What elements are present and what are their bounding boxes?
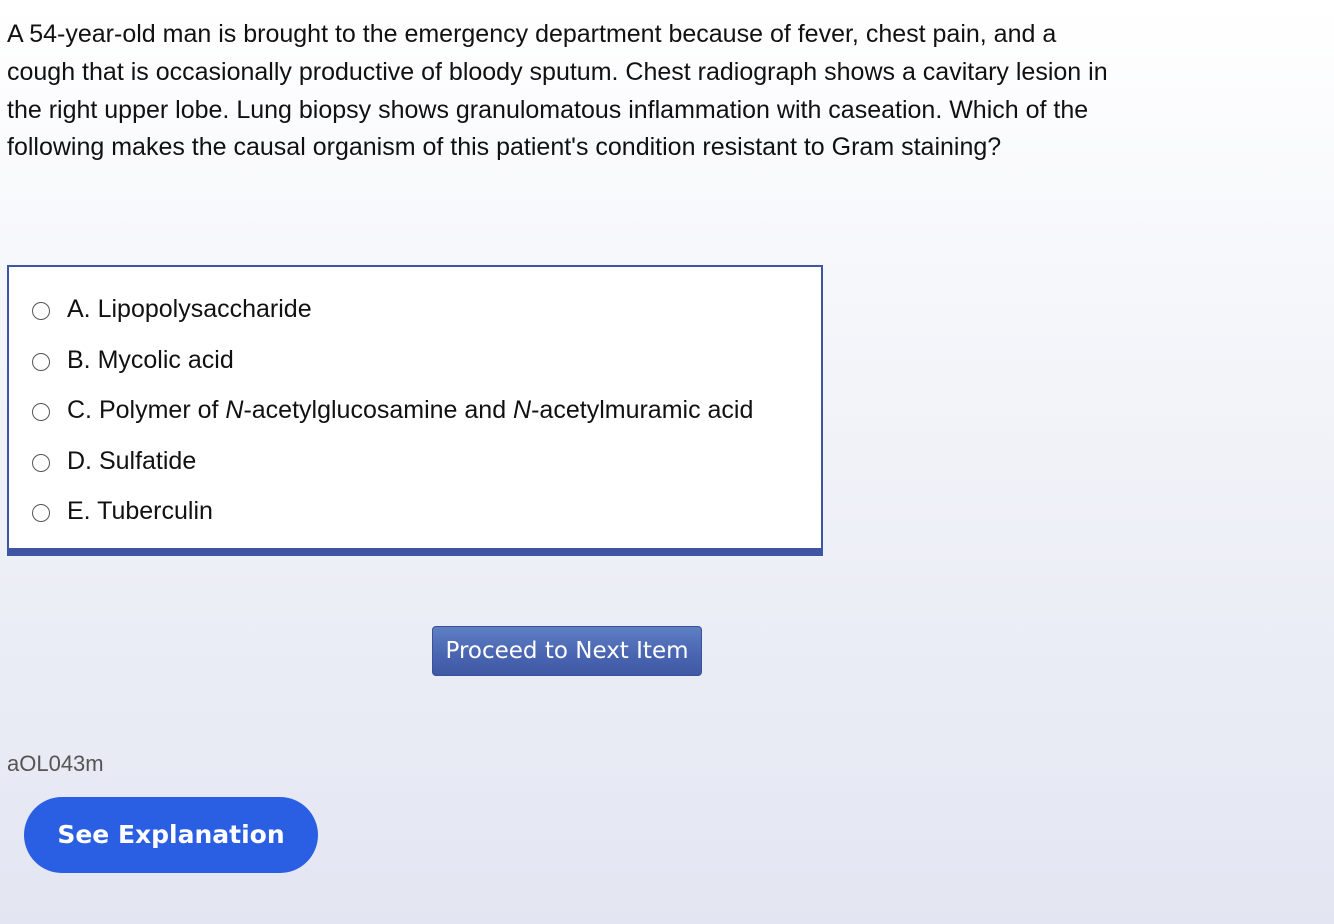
radio-button-b[interactable] [32,353,50,371]
question-stem: A 54-year-old man is brought to the emergency department because of fever, chest pain, and a cough that is occasionally productive of bloody sputum. Chest radiograph shows a cavitary lesion in the right upper lobe. Lung biopsy shows granulomatous inflammation with caseation. Which of the following makes the causal organism of this patient's condition resistant to Gram staining? [7,20,1108,162]
choice-c[interactable] [9,390,821,430]
see-explanation-button[interactable]: See Explanation [24,797,318,873]
choice-a[interactable] [9,289,821,329]
choice-c-label: C. Polymer of N-acetylglucosamine and N-acetylmuramic acid [67,396,754,424]
choice-e[interactable] [9,491,821,531]
proceed-next-item-button[interactable]: Proceed to Next Item [432,626,702,676]
radio-button-d[interactable] [32,454,50,472]
choice-b-label: B. Mycolic acid [67,345,234,374]
choice-a-label: A. Lipopolysaccharide [67,295,312,323]
radio-button-c[interactable] [32,403,50,421]
choice-d[interactable] [9,441,821,481]
item-id: aOL043m [7,751,104,776]
radio-button-e[interactable] [32,504,50,522]
choice-b[interactable] [9,340,821,380]
answer-choices [7,265,823,556]
choice-e-label: E. Tuberculin [67,497,213,525]
radio-button-a[interactable] [32,302,50,320]
choice-d-label: D. Sulfatide [67,446,197,475]
